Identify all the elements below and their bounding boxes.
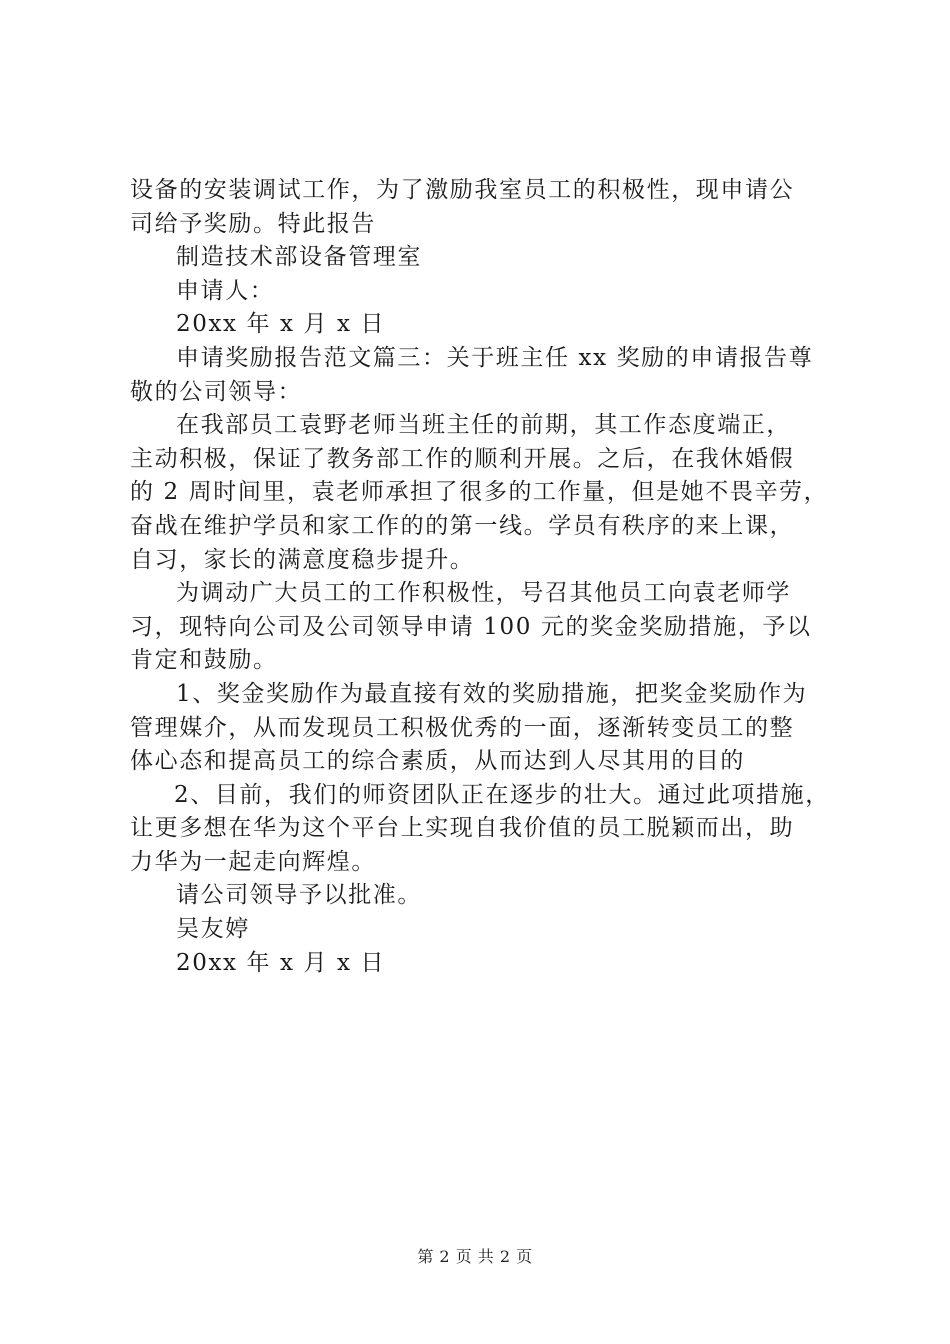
text-line: 主动积极，保证了教务部工作的顺利开展。之后，在我休婚假	[130, 445, 795, 472]
text-line: 在我部员工袁野老师当班主任的前期，其工作态度端正，	[176, 412, 791, 439]
text-line: 习，现特向公司及公司领导申请 100 元的奖金奖励措施，予以	[130, 613, 812, 640]
text-line: 力华为一起走向辉煌。	[130, 848, 376, 875]
applicant-line: 申请人：	[176, 277, 275, 304]
document-body	[130, 174, 830, 980]
page-footer	[0, 1244, 950, 1267]
section-heading: 申请奖励报告范文篇三：关于班主任 xx 奖励的申请报告尊	[176, 344, 814, 371]
signature-date: 20xx 年 x 月 x 日	[176, 949, 386, 976]
closing-line: 请公司领导予以批准。	[176, 882, 422, 909]
page-number: 第 2 页 共 2 页	[417, 1247, 533, 1266]
text-line: 司给予奖励。特此报告	[130, 210, 376, 237]
text-line: 敬的公司领导：	[130, 378, 303, 405]
text-line: 肯定和鼓励。	[130, 647, 278, 674]
list-item-line: 1、奖金奖励作为最直接有效的奖励措施，把奖金奖励作为	[176, 680, 808, 707]
text-line: 体心态和提高员工的综合素质，从而达到人尽其用的目的	[130, 748, 745, 775]
department-line: 制造技术部设备管理室	[176, 244, 422, 271]
text-line: 奋战在维护学员和家工作的的第一线。学员有秩序的来上课，	[130, 512, 795, 539]
text-line: 设备的安装调试工作，为了激励我室员工的积极性，现申请公	[130, 177, 795, 203]
text-line: 管理媒介，从而发现员工积极优秀的一面，逐渐转变员工的整	[130, 714, 795, 741]
text-line: 为调动广大员工的工作积极性，号召其他员工向袁老师学	[176, 580, 791, 607]
signature-name: 吴友婷	[176, 916, 250, 943]
text-line: 让更多想在华为这个平台上实现自我价值的员工脱颖而出，助	[130, 815, 795, 842]
text-line: 自习，家长的满意度稳步提升。	[130, 546, 475, 573]
date-line: 20xx 年 x 月 x 日	[176, 311, 386, 338]
text-line: 的 2 周时间里，袁老师承担了很多的工作量，但是她不畏辛劳，	[130, 479, 829, 506]
list-item-line: 2、目前，我们的师资团队正在逐步的壮大。通过此项措施，	[174, 781, 830, 808]
